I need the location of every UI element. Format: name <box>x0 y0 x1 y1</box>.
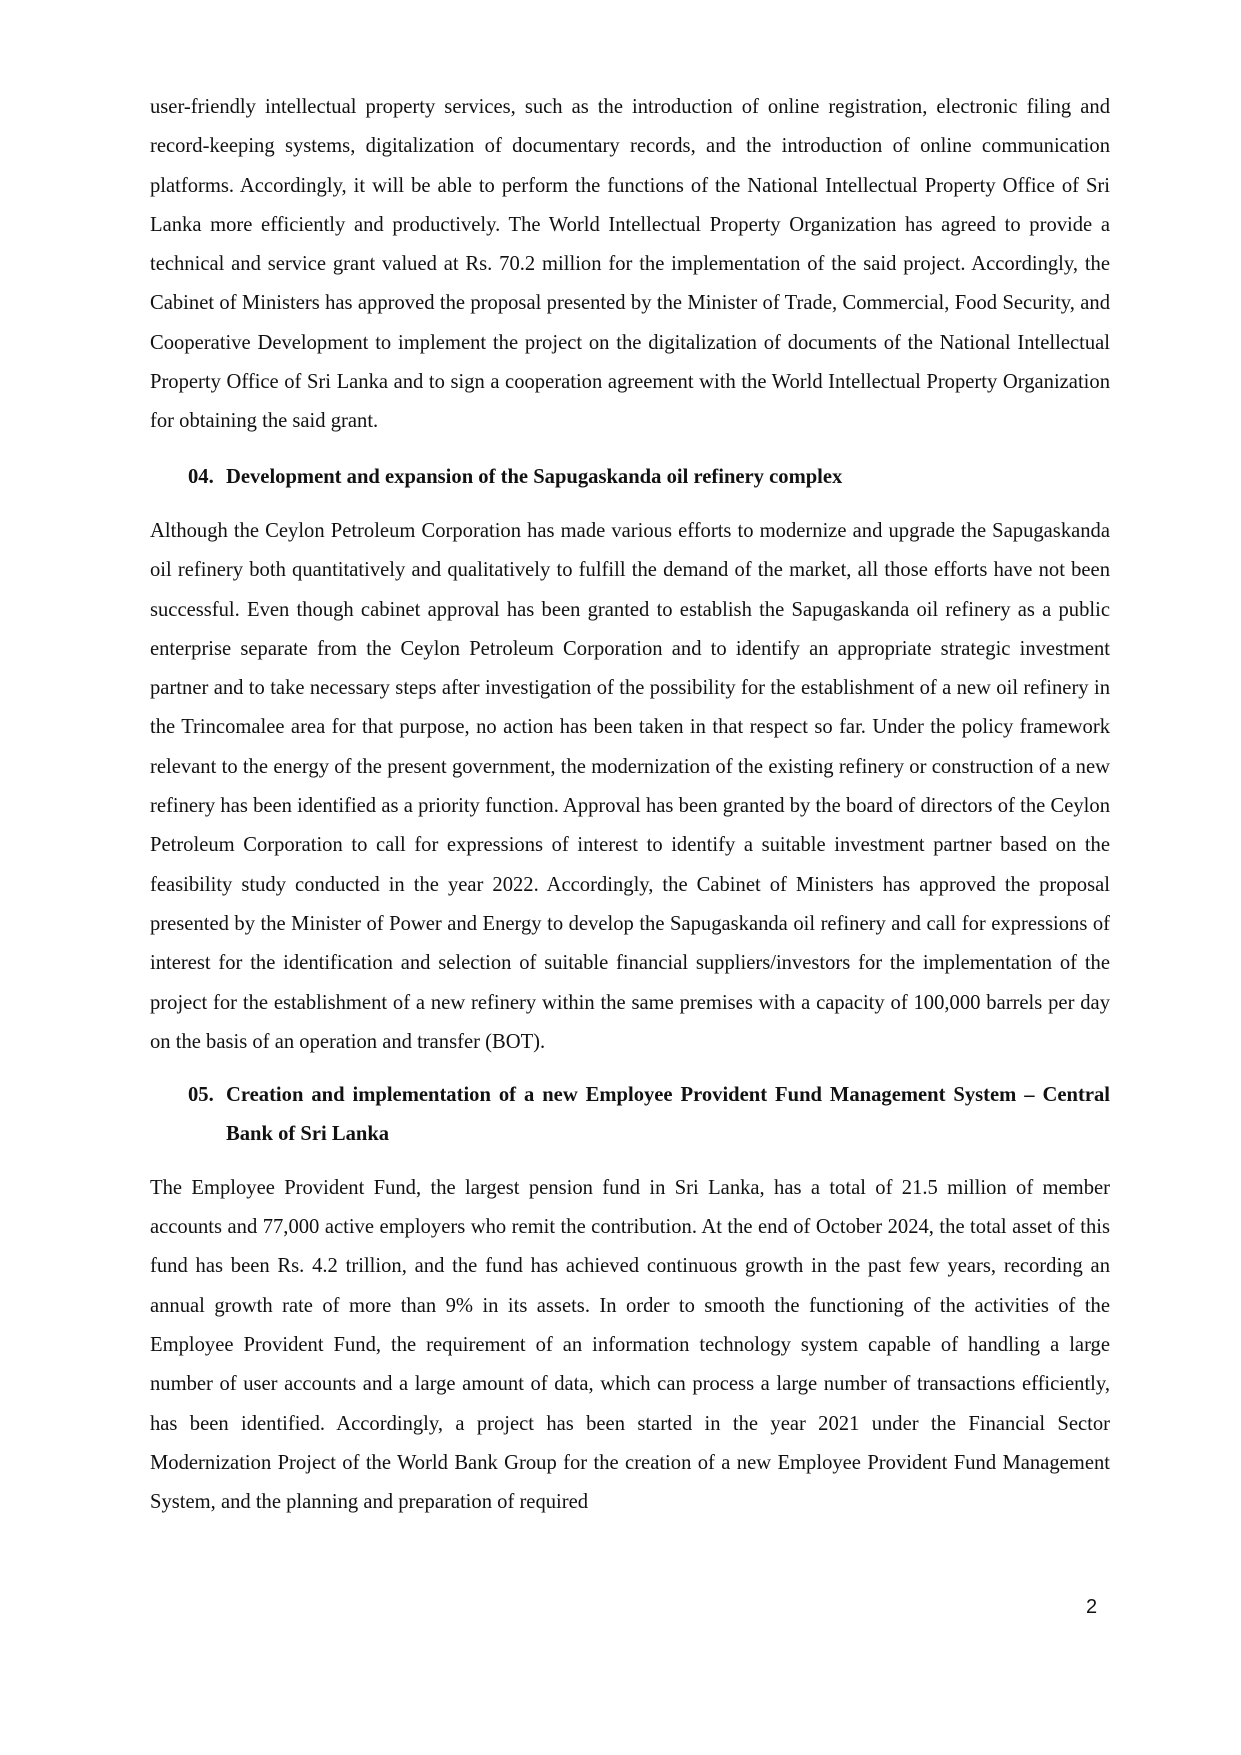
section-05-title: Creation and implementation of a new Employee Provident Fund Management System – Central Bank of Sri Lanka <box>226 1084 1110 1146</box>
section-05-number: 05. <box>188 1084 214 1107</box>
section-04-body: Although the Ceylon Petroleum Corporation has made various efforts to modernize and upgrade the Sapugaskanda oil refinery both quantitatively and qualitatively to fulfill the demand of the market, all those efforts have not been successful. Even though cabinet approval has been granted to establish the Sapugaskanda oil refinery as a public enterprise separate from the Ceylon Petroleum Corporation and to identify an appropriate strategic investment partner and to take necessary steps after investigation of the possibility for the establishment of a new oil refinery in the Trincomalee area for that purpose, no action has been taken in that respect so far. Under the policy framework relevant to the energy of the present government, the modernization of the existing refinery or construction of a new refinery has been identified as a priority function. Approval has been granted by the board of directors of the Ceylon Petroleum Corporation to call for expressions of interest to identify a suitable investment partner based on the feasibility study conducted in the year 2022. Accordingly, the Cabinet of Ministers has approved the proposal presented by the Minister of Power and Energy to develop the Sapugaskanda oil refinery and call for expressions of interest for the identification and selection of suitable financial suppliers/investors for the implementation of the project for the establishment of a new refinery within the same premises with a capacity of 100,000 barrels per day on the basis of an operation and transfer (BOT). <box>150 519 1110 1053</box>
section-04-title: Development and expansion of the Sapugaskanda oil refinery complex <box>226 465 843 488</box>
section-04-heading <box>150 458 1110 497</box>
section-05-heading <box>150 1076 1110 1155</box>
section-04-number: 04. <box>188 465 214 488</box>
section-05-body: The Employee Provident Fund, the largest pension fund in Sri Lanka, has a total of 21.5 million of member accounts and 77,000 active employers who remit the contribution. At the end of October 2024, the total asset of this fund has been Rs. 4.2 trillion, and the fund has achieved continuous growth in the past few years, recording an annual growth rate of more than 9% in its assets. In order to smooth the functioning of the activities of the Employee Provident Fund, the requirement of an information technology system capable of handling a large number of user accounts and a large amount of data, which can process a large number of transactions efficiently, has been identified. Accordingly, a project has been started in the year 2021 under the Financial Sector Modernization Project of the World Bank Group for the creation of a new Employee Provident Fund Management System, and the planning and preparation of required <box>150 1176 1110 1514</box>
page-number: 2 <box>1086 1596 1098 1618</box>
paragraph-continuation: user-friendly intellectual property services, such as the introduction of online registration, electronic filing and record-keeping systems, digitalization of documentary records, and the introduction of online communication platforms. Accordingly, it will be able to perform the functions of the National Intellectual Property Office of Sri Lanka more efficiently and productively. The World Intellectual Property Organization has agreed to provide a technical and service grant valued at Rs. 70.2 million for the implementation of the said project. Accordingly, the Cabinet of Ministers has approved the proposal presented by the Minister of Trade, Commercial, Food Security, and Cooperative Development to implement the project on the digitalization of documents of the National Intellectual Property Office of Sri Lanka and to sign a cooperation agreement with the World Intellectual Property Organization for obtaining the said grant. <box>150 96 1110 433</box>
document-page <box>150 88 1110 1522</box>
